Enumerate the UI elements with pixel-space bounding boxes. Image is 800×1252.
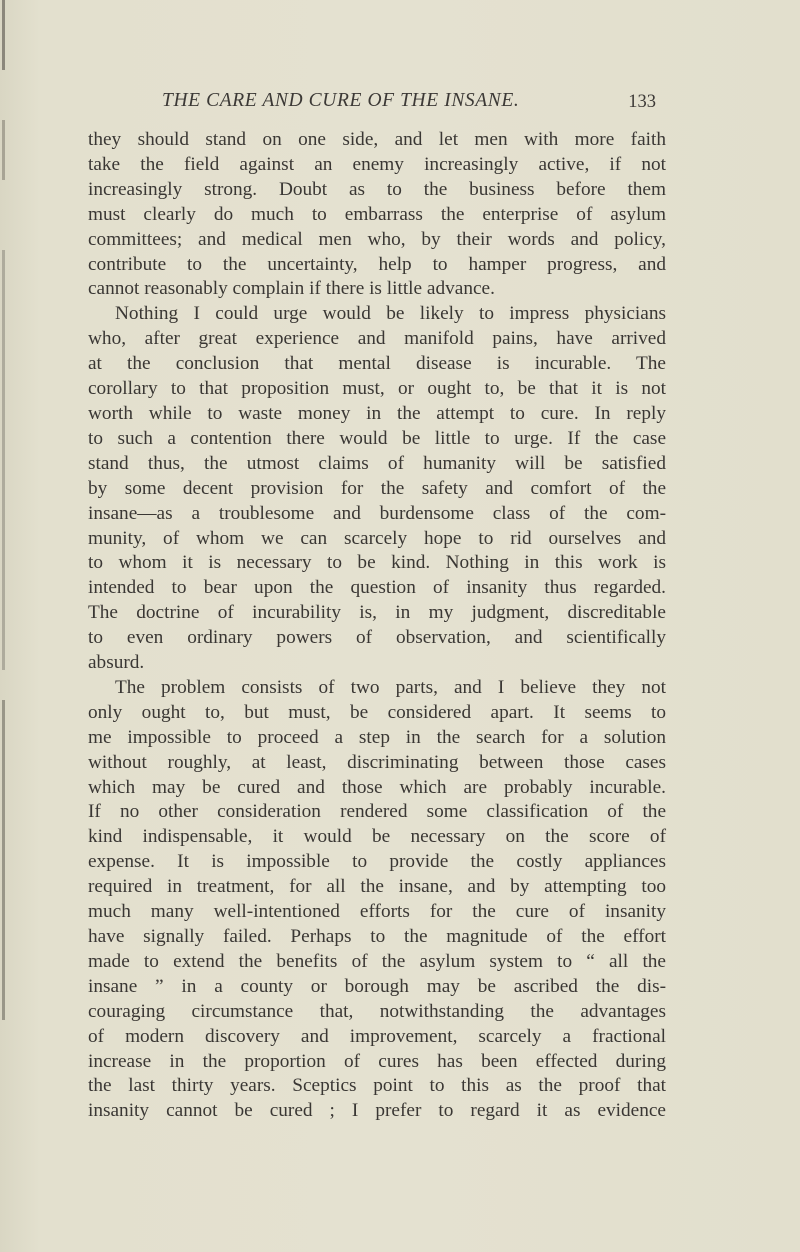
text-line: without roughly, at least, discriminating between those cases (88, 751, 666, 773)
text-line: insane—as a troublesome and burdensome class of the com- (88, 502, 666, 524)
text-line: which may be cured and those which are probably incurable. (88, 776, 666, 798)
text-line: stand thus, the utmost claims of humanity will be satisfied (88, 452, 666, 474)
text-line: munity, of whom we can scarcely hope to rid ourselves and (88, 527, 666, 549)
binding-gutter (0, 0, 10, 1252)
text-line: increasingly strong. Doubt as to the business before them (88, 178, 666, 200)
text-line: cannot reasonably complain if there is little advance. (88, 278, 495, 300)
running-title: THE CARE AND CURE OF THE INSANE. (162, 90, 520, 111)
text-line: at the conclusion that mental disease is incurable. The (88, 353, 666, 375)
text-line: the last thirty years. Sceptics point to this as the proof that (88, 1075, 666, 1097)
text-line: only ought to, but must, be considered apart. It seems to (88, 701, 666, 723)
text-line: by some decent provision for the safety and comfort of the (88, 477, 666, 499)
page-number: 133 (628, 92, 656, 112)
text-line: corollary to that proposition must, or ought to, be that it is not (88, 378, 666, 400)
text-line: insanity cannot be cured ; I prefer to regard it as evidence (88, 1100, 666, 1122)
text-line: must clearly do much to embarrass the enterprise of asylum (88, 203, 666, 225)
text-line: who, after great experience and manifold pains, have arrived (88, 328, 666, 350)
text-line: couraging circumstance that, notwithstanding the advantages (88, 1000, 666, 1022)
text-line: to whom it is necessary to be kind. Nothing in this work is (88, 552, 666, 574)
text-line: expense. It is impossible to provide the costly appliances (88, 851, 666, 873)
text-line: to even ordinary powers of observation, and scientifically (88, 627, 666, 649)
text-line: If no other consideration rendered some classification of the (88, 801, 666, 823)
text-line: committees; and medical men who, by their words and policy, (88, 228, 666, 250)
text-line: me impossible to proceed a step in the search for a solution (88, 726, 666, 748)
text-line: The doctrine of incurability is, in my judgment, discreditable (88, 602, 666, 624)
text-line: worth while to waste money in the attempt to cure. In reply (88, 402, 666, 424)
text-line: intended to bear upon the question of insanity thus regarded. (88, 577, 666, 599)
text-line: of modern discovery and improvement, scarcely a fractional (88, 1025, 666, 1047)
body-text (88, 128, 666, 1124)
text-line: take the field against an enemy increasingly active, if not (88, 153, 666, 175)
text-line: kind indispensable, it would be necessary on the score of (88, 826, 666, 848)
running-header (88, 90, 662, 120)
text-line: required in treatment, for all the insane, and by attempting too (88, 876, 666, 898)
text-line: made to extend the benefits of the asylum system to “ all the (88, 950, 666, 972)
text-line: much many well-intentioned efforts for the cure of insanity (88, 901, 666, 923)
text-line: absurd. (88, 652, 145, 674)
text-line: they should stand on one side, and let men with more faith (88, 129, 666, 150)
text-line: increase in the proportion of cures has been effected during (88, 1050, 666, 1072)
text-line: insane ” in a county or borough may be ascribed the dis- (88, 975, 666, 997)
text-line: The problem consists of two parts, and I believe they not (115, 676, 666, 698)
text-line: Nothing I could urge would be likely to impress physicians (115, 303, 666, 325)
text-line: contribute to the uncertainty, help to hamper progress, and (88, 253, 666, 275)
text-line: have signally failed. Perhaps to the magnitude of the effort (88, 926, 666, 947)
text-line: to such a contention there would be little to urge. If the case (88, 427, 666, 449)
